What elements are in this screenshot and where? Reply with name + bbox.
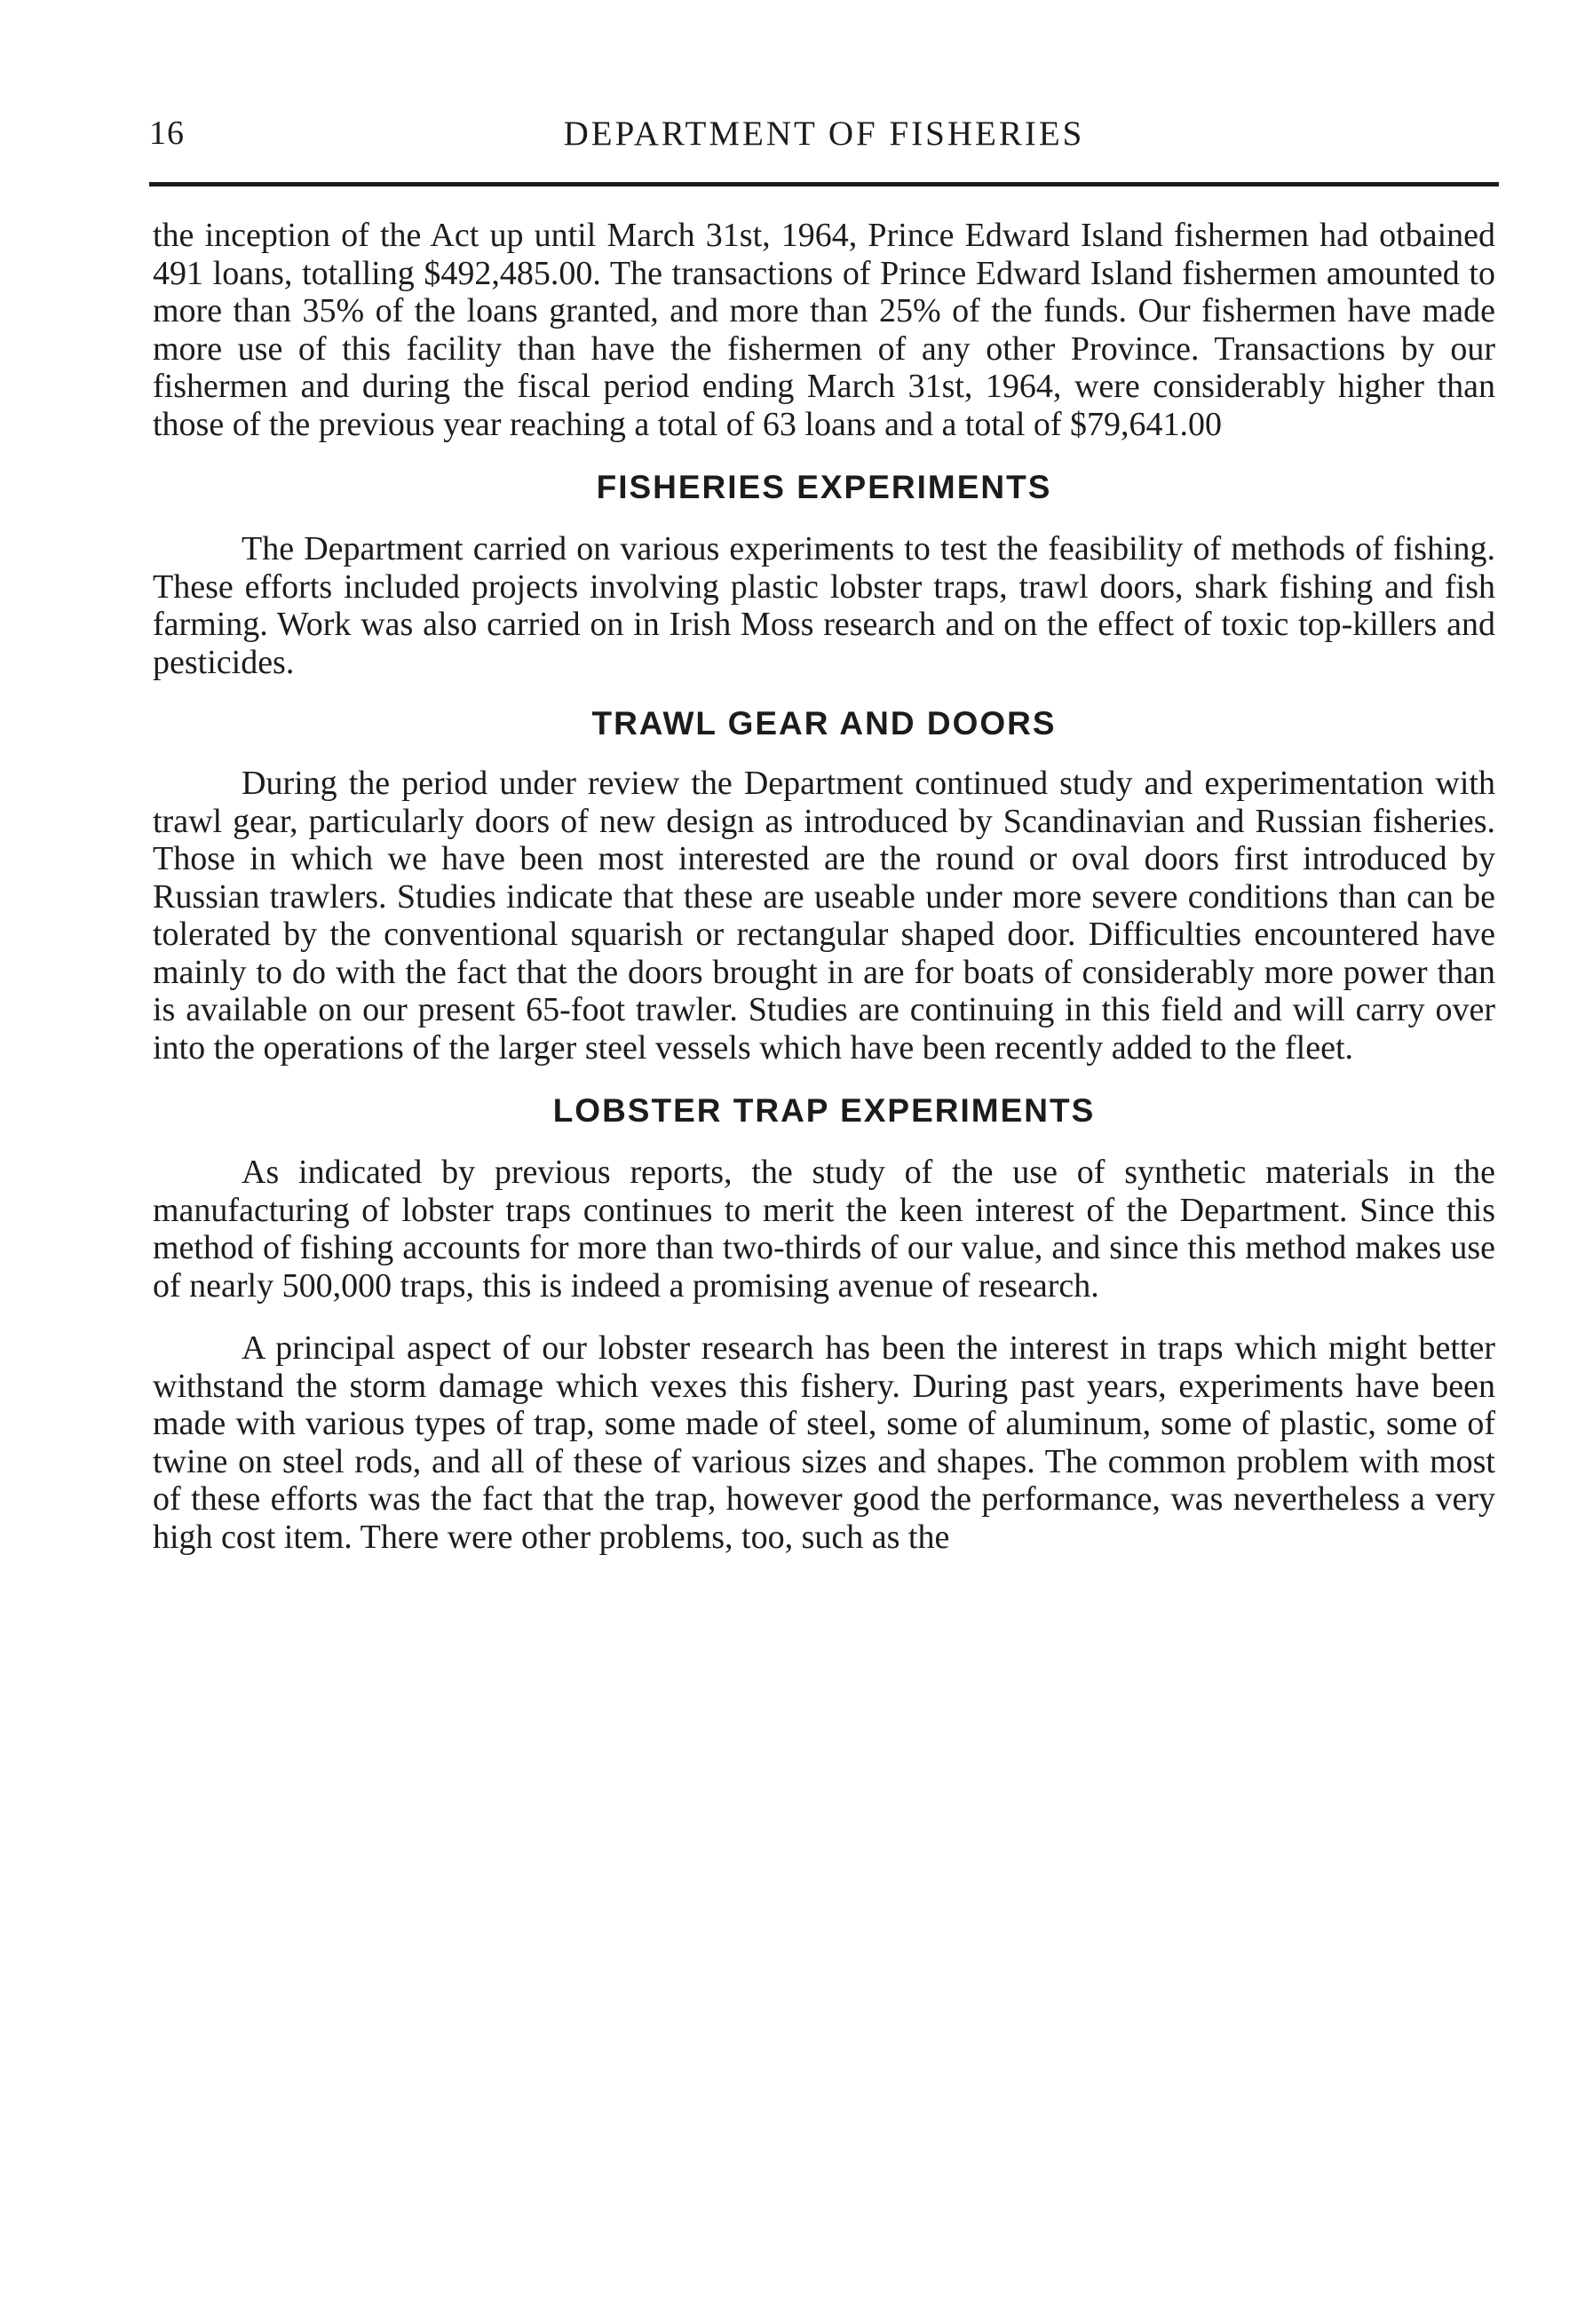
paragraph-lobster-synthetic: As indicated by previous reports, the study of the use of synthetic materials in the manufacturing of lobster traps continues to merit the keen interest of the Department. Since this method of fishing accounts for more than two-thirds of our value, and since this method makes use of nearly 500,000 traps, this is indeed a promising avenue of research. (153, 1154, 1495, 1305)
running-title: DEPARTMENT OF FISHERIES (563, 115, 1085, 153)
intro-paragraph: the inception of the Act up until March 31st, 1964, Prince Edward Island fishermen had otbained 491 loans, totalling $492,485.00. The transactions of Prince Edward Island fishermen amounted to more than 35% of the loans granted, and more than 25% of the funds. Our fishermen have made more use of this facility than have the fishermen of any other Province. Transactions by our fishermen and during the fiscal period ending March 31st, 1964, were considerably higher than those of the previous year reaching a total of 63 loans and a total of $79,641.00 (153, 217, 1495, 443)
page-number: 16 (149, 115, 185, 152)
running-head (149, 114, 1499, 167)
paragraph-fisheries-experiments: The Department carried on various experiments to test the feasibility of methods of fishing. These efforts included projects involving plastic lobster traps, trawl doors, shark fishing and fish farming. Work was also carried on in Irish Moss research and on the effect of toxic top-killers and pesticides. (153, 530, 1495, 681)
paragraph-trawl-gear: During the period under review the Department continued study and experimentation with trawl gear, particularly doors of new design as introduced by Scandinavian and Russian fisheries. Those in which we have been most interested are the round or oval doors first introduced by Russian trawlers. Studies indicate that these are useable under more severe conditions than can be tolerated by the conventional squarish or rectangular shaped door. Difficulties encountered have mainly to do with the fact that the doors brought in are for boats of considerably more power than is available on our present 65-foot trawler. Studies are continuing in this field and will carry over into the operations of the larger steel vessels which have been recently added to the fleet. (153, 765, 1495, 1067)
heading-trawl-gear-and-doors: TRAWL GEAR AND DOORS (591, 705, 1057, 742)
header-rule (149, 182, 1499, 186)
paragraph-lobster-storm-damage: A principal aspect of our lobster research has been the interest in traps which might better withstand the storm damage which vexes this fishery. During past years, experiments have been made with various types of trap, some made of steel, some of aluminum, some of plastic, some of twine on steel rods, and all of these of various sizes and shapes. The common problem with most of these efforts was the fact that the trap, however good the performance, was nevertheless a very high cost item. There were other problems, too, such as the (153, 1329, 1495, 1556)
heading-lobster-trap-experiments: LOBSTER TRAP EXPERIMENTS (552, 1092, 1096, 1129)
body-text (153, 217, 1495, 1556)
heading-fisheries-experiments: FISHERIES EXPERIMENTS (596, 469, 1052, 505)
